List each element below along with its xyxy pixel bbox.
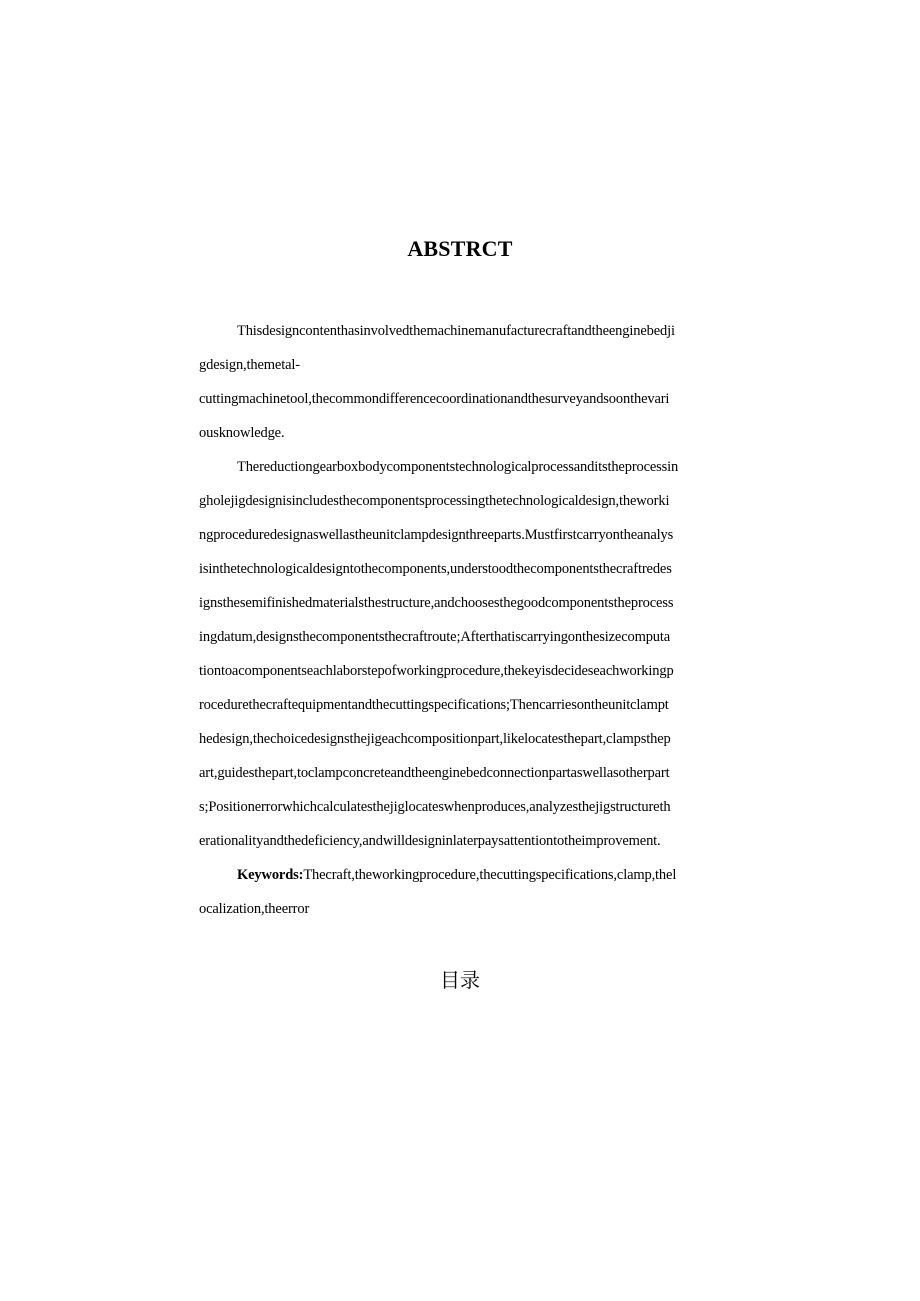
paragraph-line: ignsthesemifinishedmaterialsthestructure,andchoosesthegoodcomponentstheprocess — [199, 595, 674, 611]
paragraph-line: Thisdesigncontenthasinvolvedthemachinemanufacturecraftandtheenginebedji — [237, 323, 675, 339]
paragraph-line: rocedurethecraftequipmentandthecuttingspecifications;Thencarriesontheunitclampt — [199, 697, 669, 713]
paragraph-line: art,guidesthepart,toclampconcreteandtheenginebedconnectionpartaswellasotherpart — [199, 765, 670, 781]
keywords-text: Thecraft,theworkingprocedure,thecuttingspecifications,clamp,thel — [303, 867, 677, 883]
paragraph-line: gholejigdesignisincludesthecomponentsprocessingthetechnologicaldesign,theworki — [199, 493, 670, 509]
paragraph-line: hedesign,thechoicedesignsthejigeachcompositionpart,likelocatesthepart,clampsthep — [199, 731, 671, 747]
paragraph-line: tiontoacomponentseachlaborstepofworkingprocedure,thekeyisdecideseachworkingp — [199, 663, 674, 679]
paragraph-line: ingdatum,designsthecomponentsthecraftroute;Afterthatiscarryingonthesizecomputa — [199, 629, 671, 645]
paragraph-line: isinthetechnologicaldesigntothecomponents,understoodthecomponentsthecraftredes — [199, 561, 672, 577]
paragraph-line: erationalityandthedeficiency,andwilldesigninlaterpaysattentiontotheimprovement. — [199, 833, 661, 849]
abstract-title: ABSTRCT — [407, 236, 513, 261]
paragraph-line: s;Positionerrorwhichcalculatesthejiglocateswhenproduces,analyzesthejigstructureth — [199, 799, 671, 815]
toc-title: 目录 — [440, 968, 480, 992]
paragraph-line: gdesign,themetal- — [199, 357, 300, 373]
paragraph-line: ousknowledge. — [199, 425, 285, 441]
keywords-line: ocalization,theerror — [199, 901, 310, 917]
keywords-label: Keywords: — [237, 867, 304, 883]
paragraph-line: cuttingmachinetool,thecommondifferencecoordinationandthesurveyandsoonthevari — [199, 391, 670, 407]
keywords-line — [237, 865, 774, 885]
paragraph-line: ngproceduredesignaswellastheunitclampdesignthreeparts.Mustfirstcarryontheanalys — [199, 527, 674, 543]
paragraph-line: Thereductiongearboxbodycomponentstechnologicalprocessanditstheprocessin — [237, 459, 679, 475]
